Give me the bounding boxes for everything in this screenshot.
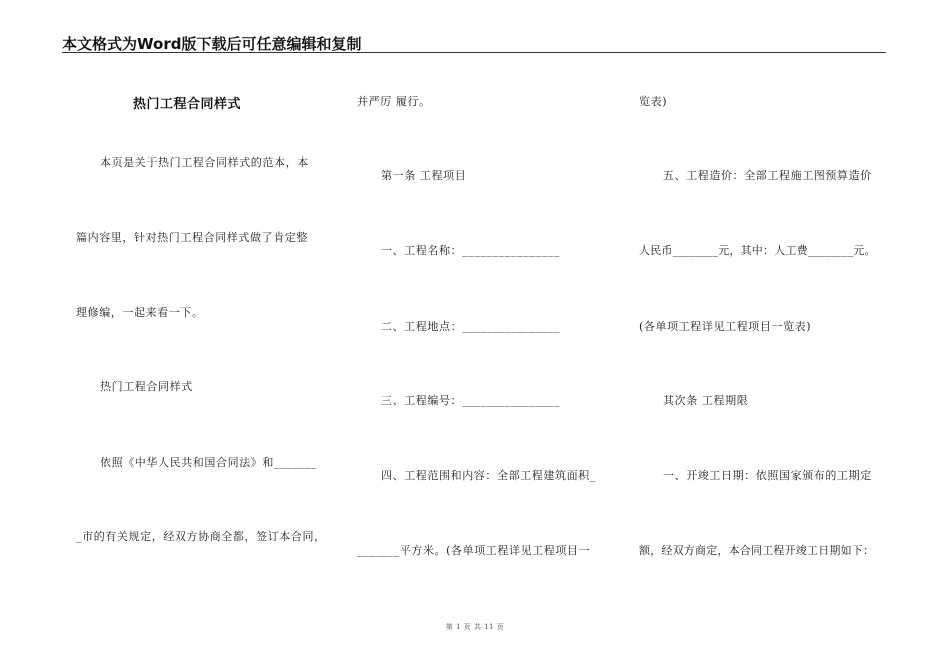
middle-line-2: 第一条 工程项目 (381, 169, 467, 182)
left-line-1: 本页是关于热门工程合同样式的范本，本 (100, 156, 309, 169)
middle-line-4: 二、工程地点：________________ (381, 320, 560, 333)
middle-line-7: _______平方米。(各单项工程详见工程项目一 (357, 544, 591, 557)
right-line-4: (各单项工程详见工程项目一览表) (639, 320, 812, 333)
middle-line-1: 并严厉 履行。 (357, 95, 431, 108)
middle-line-3: 一、工程名称：________________ (381, 244, 560, 257)
left-line-5: 依照《中华人民共和国合同法》和_______ (100, 456, 317, 469)
page-number-footer: 第 1 页 共 11 页 (445, 623, 505, 631)
middle-line-5: 三、工程编号：________________ (381, 394, 560, 407)
header-divider (62, 52, 886, 53)
document-header-banner: 本文格式为Word版下载后可任意编辑和复制 (62, 35, 362, 53)
document-title: 热门工程合同样式 (133, 97, 242, 112)
right-line-2: 五、工程造价：全部工程施工图预算造价 (663, 169, 872, 182)
right-line-6: 一、开竣工日期：依照国家颁布的工期定 (663, 469, 872, 482)
left-line-4: 热门工程合同样式 (100, 380, 193, 393)
left-line-3: 理修编，一起来看一下。 (76, 306, 204, 319)
right-line-3: 人民币________元，其中：人工费________元。 (639, 244, 876, 257)
right-line-1: 览表) (639, 95, 668, 108)
right-line-5: 其次条 工程期限 (663, 394, 749, 407)
left-line-2: 篇内容里，针对热门工程合同样式做了肯定整 (76, 231, 308, 244)
right-line-7: 额，经双方商定，本合同工程开竣工日期如下： (639, 544, 875, 557)
middle-line-6: 四、工程范围和内容：全部工程建筑面积_ (381, 469, 596, 482)
left-line-6: _市的有关规定，经双方协商全都，签订本合同， (76, 530, 326, 543)
